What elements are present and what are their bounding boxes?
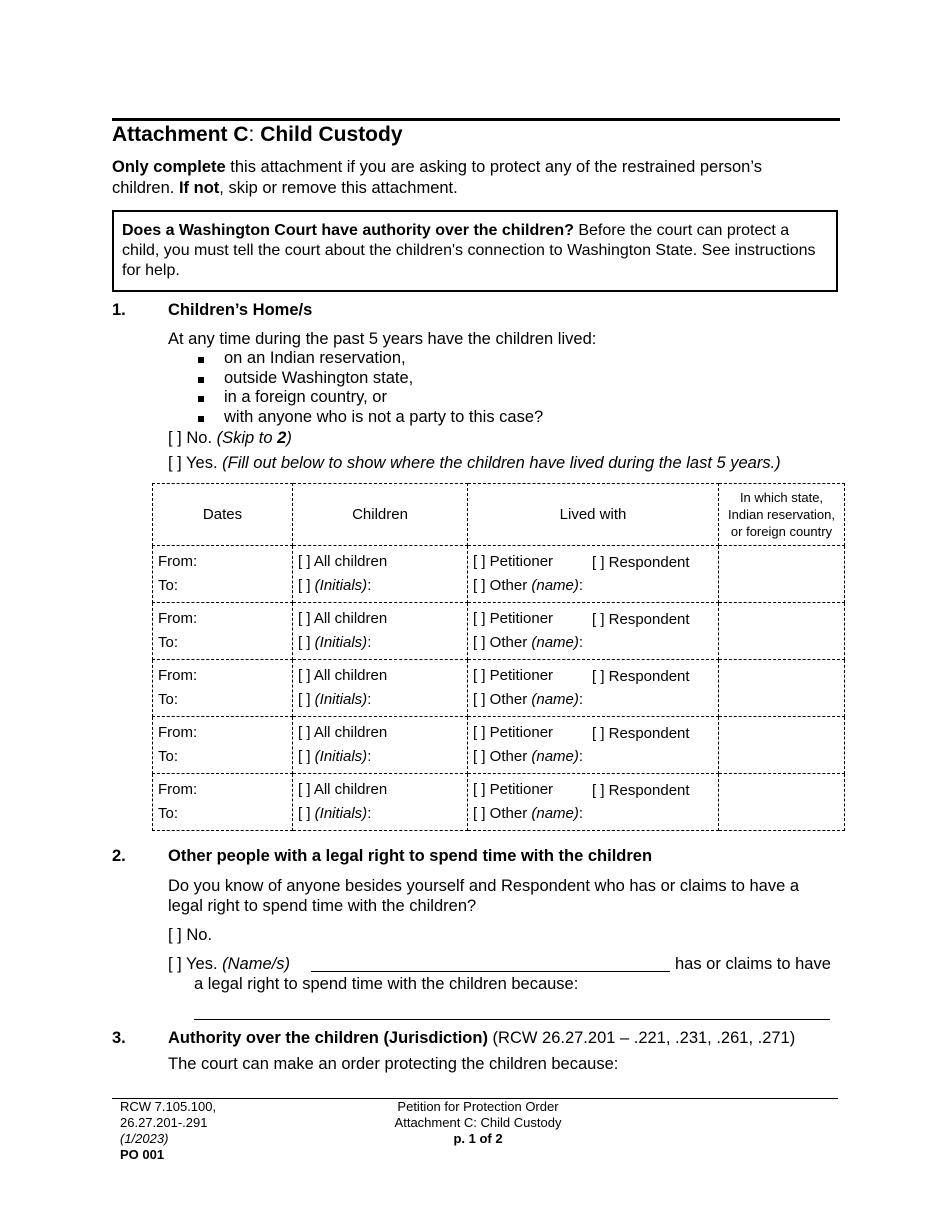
bullet-item: on an Indian reservation,	[196, 349, 543, 369]
header-lived-with: Lived with	[468, 484, 719, 546]
footer-form-number: PO 001	[120, 1147, 165, 1162]
location-cell[interactable]	[719, 546, 845, 603]
section-2-yes-continued: a legal right to spend time with the children because:	[194, 975, 579, 993]
children-cell[interactable]: [ ] All children [ ] (Initials):	[293, 717, 468, 774]
reason-input-line[interactable]	[194, 1019, 830, 1020]
location-cell[interactable]	[719, 774, 845, 831]
bullet-item: with anyone who is not a party to this case?	[196, 408, 543, 428]
bullet-square-icon	[198, 357, 204, 363]
section-2-question: Do you know of anyone besides yourself and Respondent who has or claims to have a legal right to spend time with the children?	[168, 877, 800, 915]
table-row	[153, 774, 845, 831]
dates-cell[interactable]: From: To:	[153, 774, 293, 831]
table-row	[153, 603, 845, 660]
bullet-square-icon	[198, 416, 204, 422]
section-1-heading: Children’s Home/s	[168, 301, 313, 319]
location-cell[interactable]	[719, 660, 845, 717]
section-3-heading: Authority over the children (Jurisdiction) (RCW 26.27.201 – .221, .231, .261, .271)	[168, 1029, 796, 1047]
page-title: Attachment C: Child Custody	[112, 123, 403, 146]
lived-with-cell[interactable]: [ ] Petitioner [ ] Respondent [ ] Other (name):	[468, 717, 719, 774]
table-row	[153, 546, 845, 603]
dates-cell[interactable]: From: To:	[153, 603, 293, 660]
section-1-yes-option[interactable]: [ ] Yes. (Fill out below to show where the children have lived during the last 5 years.)	[168, 454, 781, 472]
section-2-no-option[interactable]: [ ] No.	[168, 926, 213, 944]
bullet-item: in a foreign country, or	[196, 388, 543, 408]
top-rule	[112, 118, 840, 121]
footer-rcw-1: RCW 7.105.100,	[120, 1099, 217, 1114]
children-cell[interactable]: [ ] All children [ ] (Initials):	[293, 774, 468, 831]
bullet-square-icon	[198, 396, 204, 402]
lived-with-cell[interactable]: [ ] Petitioner [ ] Respondent [ ] Other (name):	[468, 546, 719, 603]
children-cell[interactable]: [ ] All children [ ] (Initials):	[293, 660, 468, 717]
dates-cell[interactable]: From: To:	[153, 717, 293, 774]
intro-text: Only complete this attachment if you are asking to protect any of the restrained person’s children. If not, skip or remove this attachment.	[112, 158, 762, 197]
footer-doc-subtitle: Attachment C: Child Custody	[394, 1115, 562, 1130]
yes-checkbox[interactable]: [ ]	[168, 955, 182, 973]
footer-center	[378, 1099, 578, 1147]
residence-history-table	[152, 483, 845, 831]
no-checkbox[interactable]: [ ]	[168, 926, 182, 944]
location-cell[interactable]	[719, 717, 845, 774]
lived-with-cell[interactable]: [ ] Petitioner [ ] Respondent [ ] Other (name):	[468, 660, 719, 717]
footer-rcw-2: 26.27.201-.291	[120, 1115, 208, 1130]
section-2-heading: Other people with a legal right to spend time with the children	[168, 847, 653, 865]
section-3-text: The court can make an order protecting the children because:	[168, 1055, 619, 1073]
location-cell[interactable]	[719, 603, 845, 660]
dates-cell[interactable]: From: To:	[153, 546, 293, 603]
dates-cell[interactable]: From: To:	[153, 660, 293, 717]
bullet-item: outside Washington state,	[196, 369, 543, 389]
header-dates: Dates	[153, 484, 293, 546]
children-cell[interactable]: [ ] All children [ ] (Initials):	[293, 603, 468, 660]
footer-doc-title: Petition for Protection Order	[397, 1099, 559, 1114]
names-input-line[interactable]	[311, 971, 670, 972]
residence-bullet-list	[196, 349, 543, 427]
lived-with-cell[interactable]: [ ] Petitioner [ ] Respondent [ ] Other (name):	[468, 774, 719, 831]
yes-checkbox[interactable]: [ ]	[168, 454, 182, 472]
header-children: Children	[293, 484, 468, 546]
section-1-number: 1.	[112, 301, 126, 319]
section-2-yes-after: has or claims to have	[675, 955, 831, 973]
section-1-prompt: At any time during the past 5 years have the children lived:	[168, 330, 597, 348]
bullet-square-icon	[198, 377, 204, 383]
lived-with-cell[interactable]: [ ] Petitioner [ ] Respondent [ ] Other (name):	[468, 603, 719, 660]
footer-page-number: p. 1 of 2	[453, 1131, 503, 1146]
section-2-number: 2.	[112, 847, 126, 865]
footer-left	[120, 1099, 216, 1163]
section-1-no-option[interactable]: [ ] No. (Skip to 2)	[168, 429, 292, 447]
header-location: In which state, Indian reservation, or foreign country	[719, 484, 845, 546]
section-3-number: 3.	[112, 1029, 126, 1047]
table-row	[153, 660, 845, 717]
footer-date: (1/2023)	[120, 1131, 169, 1146]
section-2-yes-option[interactable]: [ ] Yes. (Name/s)	[168, 955, 290, 973]
table-row	[153, 717, 845, 774]
jurisdiction-notice-box: Does a Washington Court have authority over the children? Before the court can protect a child, you must tell the court about the children's connection to Washington State. See instructions for help.	[112, 210, 838, 292]
no-checkbox[interactable]: [ ]	[168, 429, 182, 447]
children-cell[interactable]: [ ] All children [ ] (Initials):	[293, 546, 468, 603]
table-header-row	[153, 484, 845, 546]
